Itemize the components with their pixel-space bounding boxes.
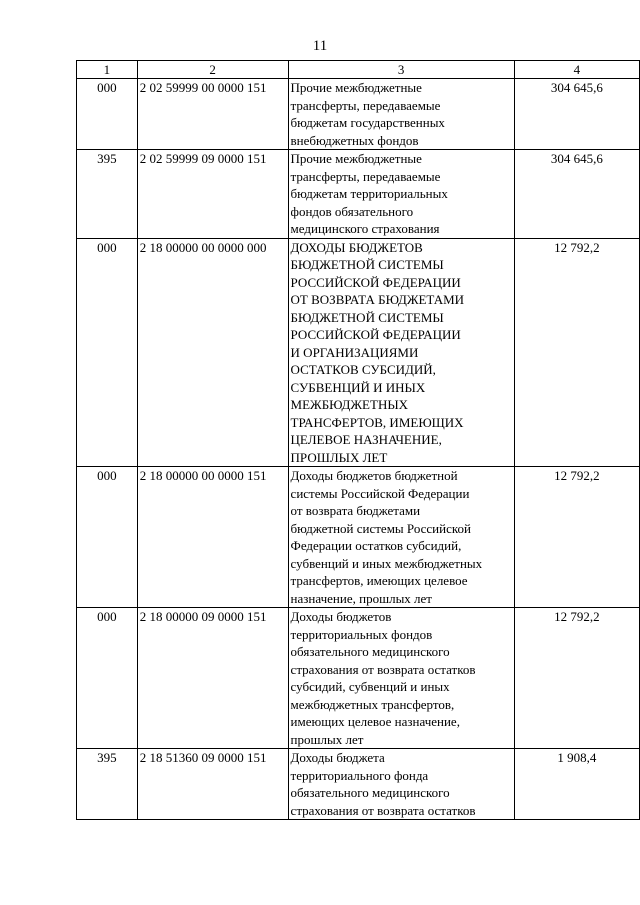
revenue-name-line: внебюджетных фондов [290,132,419,148]
revenue-name-cell [288,238,514,467]
kbk-code-cell: 2 18 00000 09 0000 151 [137,608,288,749]
revenue-name-line: назначение, прошлых лет [290,590,432,606]
page-number: 11 [312,38,328,54]
revenue-name-line: Доходы бюджетов [290,609,392,624]
revenue-table [76,60,640,820]
admin-code-cell: 000 [77,608,138,749]
table-row [77,150,640,239]
admin-code-cell: 395 [77,150,138,239]
revenue-name-line: системы Российской Федерации [290,485,470,501]
revenue-name-line: МЕЖБЮДЖЕТНЫХ [290,397,409,412]
revenue-name-line: межбюджетных трансфертов, [290,696,455,712]
revenue-name-line: ДОХОДЫ БЮДЖЕТОВ [290,239,423,255]
amount-cell: 12 792,2 [514,467,639,608]
revenue-name-cell [288,749,514,820]
revenue-name-line: бюджетам государственных [290,115,445,130]
admin-code-cell: 000 [77,238,138,467]
revenue-name-line: РОССИЙСКОЙ ФЕДЕРАЦИИ [290,274,461,290]
kbk-code-cell: 2 18 00000 00 0000 000 [137,238,288,467]
revenue-name-line: субвенций и иных межбюджетных [290,555,483,571]
table-header-row [77,61,640,79]
revenue-name-line: И ОРГАНИЗАЦИЯМИ [290,344,419,360]
revenue-name-line: имеющих целевое назначение, [290,714,460,729]
table-row [77,79,640,150]
revenue-name-line: обязательного медицинского [290,644,450,659]
revenue-name-line: трансфертов, имеющих целевое [290,573,468,588]
revenue-name-line: страхования от возврата остатков [290,661,476,677]
kbk-code-cell: 2 02 59999 00 0000 151 [137,79,288,150]
revenue-name-line: территориальных фондов [290,626,433,642]
revenue-name-line: БЮДЖЕТНОЙ СИСТЕМЫ [290,309,444,325]
revenue-name-cell [288,150,514,239]
revenue-name-line: медицинского страхования [290,221,440,236]
revenue-name-line: БЮДЖЕТНОЙ СИСТЕМЫ [290,257,444,272]
amount-cell: 1 908,4 [514,749,639,820]
revenue-name-line: бюджетам территориальных [290,186,448,201]
column-header-1: 1 [77,61,138,79]
revenue-name-line: ОТ ВОЗВРАТА БЮДЖЕТАМИ [290,292,465,307]
admin-code-cell: 395 [77,749,138,820]
table-row [77,238,640,467]
table-body [77,79,640,820]
kbk-code-cell: 2 02 59999 09 0000 151 [137,150,288,239]
revenue-name-line: трансферты, передаваемые [290,168,441,184]
admin-code-cell: 000 [77,467,138,608]
revenue-name-line: ЦЕЛЕВОЕ НАЗНАЧЕНИЕ, [290,432,442,447]
table-row [77,749,640,820]
revenue-name-line: страхования от возврата остатков [290,802,476,818]
amount-cell: 12 792,2 [514,238,639,467]
revenue-name-cell [288,79,514,150]
amount-cell: 12 792,2 [514,608,639,749]
revenue-name-line: Доходы бюджетов бюджетной [290,468,458,483]
revenue-name-line: ОСТАТКОВ СУБСИДИЙ, [290,362,436,377]
revenue-name-line: Прочие межбюджетные [290,151,422,166]
table-row [77,608,640,749]
revenue-name-line: ТРАНСФЕРТОВ, ИМЕЮЩИХ [290,414,464,430]
revenue-name-cell [288,467,514,608]
kbk-code-cell: 2 18 00000 00 0000 151 [137,467,288,608]
amount-cell: 304 645,6 [514,150,639,239]
revenue-name-line: СУБВЕНЦИЙ И ИНЫХ [290,379,426,395]
revenue-name-line: прошлых лет [290,731,364,747]
revenue-name-line: обязательного медицинского [290,785,450,800]
revenue-name-line: территориального фонда [290,767,429,783]
admin-code-cell: 000 [77,79,138,150]
revenue-name-line: субсидий, субвенций и иных [290,679,450,694]
table-row [77,467,640,608]
revenue-name-line: трансферты, передаваемые [290,97,441,113]
revenue-name-line: Прочие межбюджетные [290,80,422,95]
revenue-name-line: фондов обязательного [290,203,414,219]
revenue-name-line: от возврата бюджетами [290,503,421,518]
column-header-3: 3 [288,61,514,79]
revenue-name-line: Доходы бюджета [290,750,385,765]
revenue-name-line: ПРОШЛЫХ ЛЕТ [290,449,388,465]
amount-cell: 304 645,6 [514,79,639,150]
column-header-2: 2 [137,61,288,79]
revenue-name-line: бюджетной системы Российской [290,520,471,536]
kbk-code-cell: 2 18 51360 09 0000 151 [137,749,288,820]
revenue-name-line: РОССИЙСКОЙ ФЕДЕРАЦИИ [290,327,461,342]
revenue-name-line: Федерации остатков субсидий, [290,538,462,553]
column-header-4: 4 [514,61,639,79]
revenue-name-cell [288,608,514,749]
